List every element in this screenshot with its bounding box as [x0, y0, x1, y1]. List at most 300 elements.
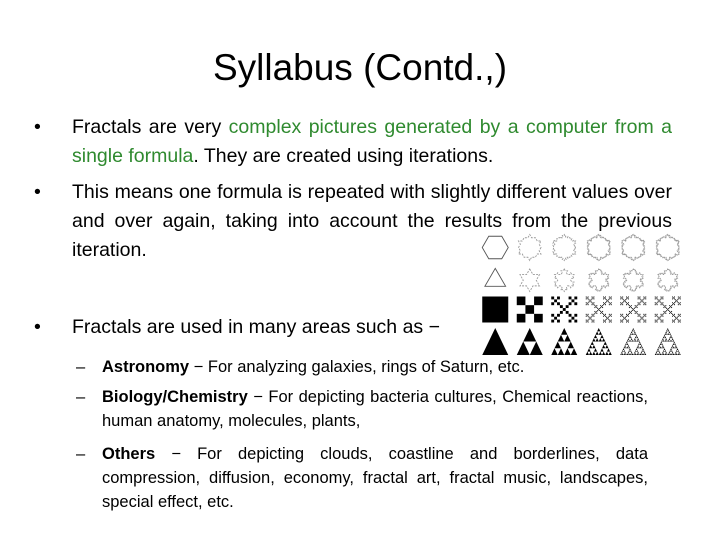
sierpinski-carpet-mark	[665, 305, 666, 306]
sierpinski-carpet-mark	[620, 304, 621, 305]
sierpinski-carpet-mark	[595, 312, 596, 313]
sierpinski-triangle-mark	[638, 343, 640, 345]
subitem-desc: − For depicting bacteria cultures, Chemical reactions, human anatomy, molecules, plants,	[102, 388, 648, 430]
sierpinski-triangle-mark	[627, 340, 629, 342]
sierpinski-carpet-mark	[608, 319, 609, 320]
sierpinski-carpet-mark	[680, 316, 681, 317]
sierpinski-carpet-mark	[640, 316, 641, 317]
sierpinski-triangle-mark	[627, 353, 629, 355]
sierpinski-carpet-mark	[679, 315, 680, 316]
subitem-label: Astronomy	[102, 358, 190, 376]
sierpinski-carpet-mark	[671, 307, 672, 308]
sierpinski-carpet-mark	[597, 310, 598, 311]
sierpinski-carpet-mark	[641, 300, 642, 301]
sierpinski-carpet-mark	[663, 313, 664, 314]
sierpinski-carpet-mark	[609, 316, 610, 317]
sierpinski-carpet-mark	[661, 302, 662, 303]
sierpinski-triangle-mark	[633, 353, 635, 355]
sierpinski-carpet-mark	[638, 322, 639, 323]
sierpinski-carpet-mark	[677, 301, 678, 302]
sierpinski-carpet-mark	[643, 314, 644, 315]
sierpinski-carpet-mark	[674, 316, 675, 317]
sierpinski-triangle-mark	[669, 350, 671, 352]
sierpinski-carpet-mark	[629, 307, 630, 308]
koch-triangle-mark	[589, 269, 609, 292]
sierpinski-carpet-mark	[627, 297, 628, 298]
sierpinski-carpet-mark	[606, 319, 607, 320]
sierpinski-carpet-mark	[657, 316, 658, 317]
bullet-marker: •	[34, 316, 41, 338]
sierpinski-carpet-mark	[643, 304, 644, 305]
sierpinski-triangle-mark	[643, 350, 645, 352]
sierpinski-carpet-mark	[611, 316, 612, 317]
sierpinski-carpet-mark	[655, 322, 656, 323]
sierpinski-carpet-mark	[600, 307, 601, 308]
sierpinski-carpet-mark	[621, 315, 622, 316]
sierpinski-carpet-mark	[640, 298, 641, 299]
koch-triangle-mark	[485, 268, 506, 286]
sierpinski-carpet-mark	[661, 304, 662, 305]
subitem-text	[102, 355, 648, 379]
sierpinski-carpet-mark	[608, 301, 609, 302]
sierpinski-carpet-mark	[680, 304, 681, 305]
koch-triangle-mark	[554, 269, 574, 292]
sierpinski-carpet-mark	[604, 297, 605, 298]
sierpinski-triangle-mark	[530, 342, 543, 356]
sierpinski-triangle-mark	[639, 342, 641, 344]
sierpinski-carpet-mark	[660, 319, 661, 320]
sierpinski-triangle-mark	[645, 353, 647, 355]
sierpinski-carpet-mark	[675, 319, 676, 320]
sierpinski-triangle-mark	[600, 348, 603, 351]
sierpinski-carpet-mark	[554, 317, 557, 320]
sierpinski-triangle-mark	[630, 333, 632, 335]
sierpinski-triangle-mark	[668, 333, 670, 335]
sierpinski-carpet-mark	[610, 303, 611, 304]
sierpinski-carpet-mark	[602, 305, 603, 306]
sierpinski-carpet-mark	[551, 302, 554, 305]
sierpinski-carpet-mark	[657, 302, 658, 303]
sierpinski-carpet-mark	[645, 320, 646, 321]
sierpinski-carpet-mark	[622, 316, 623, 317]
sierpinski-triangle-mark	[607, 348, 610, 351]
sierpinski-triangle-mark	[523, 328, 536, 342]
sierpinski-carpet-mark	[593, 297, 594, 298]
sierpinski-carpet-mark	[610, 321, 611, 322]
sierpinski-carpet-mark	[628, 298, 629, 299]
sierpinski-triangle-mark	[661, 343, 663, 345]
sierpinski-carpet-mark	[592, 322, 593, 323]
sierpinski-triangle-mark	[587, 348, 590, 351]
sierpinski-triangle-mark	[640, 353, 642, 355]
sierpinski-carpet-mark	[600, 311, 601, 312]
sierpinski-carpet-mark	[482, 297, 508, 323]
sierpinski-carpet-mark	[589, 299, 590, 300]
sierpinski-triangle-mark	[661, 347, 663, 349]
sierpinski-carpet-mark	[591, 301, 592, 302]
koch-hexagon-mark	[622, 235, 645, 261]
sierpinski-carpet-mark	[626, 320, 627, 321]
sierpinski-carpet-mark	[643, 316, 644, 317]
sierpinski-carpet-mark	[601, 312, 602, 313]
sierpinski-triangle-mark	[625, 347, 627, 349]
sierpinski-triangle-mark	[628, 345, 630, 347]
sierpinski-triangle-mark	[676, 347, 678, 349]
sierpinski-triangle-mark	[622, 353, 624, 355]
sierpinski-triangle-mark	[605, 352, 608, 355]
sierpinski-triangle-mark	[625, 343, 627, 345]
sierpinski-carpet-mark	[657, 322, 658, 323]
sub-marker: –	[76, 358, 86, 376]
sierpinski-carpet-mark	[662, 298, 663, 299]
sierpinski-carpet-mark	[603, 302, 604, 303]
sierpinski-carpet-mark	[626, 298, 627, 299]
sierpinski-carpet-mark	[673, 303, 674, 304]
sierpinski-carpet-mark	[626, 297, 627, 298]
sierpinski-triangle-mark	[564, 348, 571, 355]
sierpinski-triangle-mark	[627, 347, 629, 349]
sierpinski-carpet-mark	[671, 305, 672, 306]
sierpinski-carpet-mark	[517, 314, 526, 323]
sierpinski-triangle-mark	[589, 345, 592, 348]
sierpinski-carpet-mark	[592, 316, 593, 317]
sierpinski-carpet-mark	[569, 314, 572, 317]
sierpinski-carpet-mark	[592, 304, 593, 305]
sierpinski-triangle-mark	[663, 350, 665, 352]
sierpinski-triangle-mark	[594, 335, 597, 338]
sierpinski-carpet-mark	[655, 297, 656, 298]
sierpinski-carpet-mark	[655, 316, 656, 317]
sierpinski-triangle-mark	[561, 328, 568, 335]
sierpinski-carpet-mark	[626, 314, 627, 315]
sierpinski-carpet-mark	[679, 297, 680, 298]
sierpinski-carpet-mark	[588, 304, 589, 305]
subitem-label: Biology/Chemistry	[102, 388, 248, 406]
sierpinski-carpet-mark	[631, 313, 632, 314]
sierpinski-carpet-mark	[643, 297, 644, 298]
sierpinski-carpet-mark	[628, 316, 629, 317]
sierpinski-triangle-mark	[597, 328, 600, 331]
sub-marker: –	[76, 445, 86, 463]
sierpinski-triangle-mark	[632, 328, 634, 330]
sierpinski-triangle-mark	[662, 338, 664, 340]
sub-marker: –	[76, 388, 86, 406]
sierpinski-carpet-mark	[664, 312, 665, 313]
sierpinski-triangle-mark	[642, 348, 644, 350]
bullet-text	[72, 113, 672, 171]
sierpinski-triangle-mark	[670, 348, 672, 350]
sierpinski-triangle-mark	[656, 350, 658, 352]
sierpinski-carpet-mark	[680, 320, 681, 321]
sierpinski-triangle-mark	[666, 353, 668, 355]
sierpinski-carpet-mark	[662, 302, 663, 303]
sierpinski-triangle-mark	[673, 343, 675, 345]
sierpinski-triangle-mark	[624, 352, 626, 354]
sierpinski-carpet-mark	[657, 314, 658, 315]
sierpinski-carpet-mark	[571, 299, 574, 302]
sierpinski-carpet-mark	[663, 307, 664, 308]
sierpinski-carpet-mark	[659, 318, 660, 319]
sierpinski-triangle-mark	[660, 347, 662, 349]
sierpinski-carpet-mark	[604, 321, 605, 322]
sierpinski-carpet-mark	[620, 297, 621, 298]
sierpinski-carpet-mark	[557, 320, 560, 323]
sierpinski-carpet-mark	[607, 300, 608, 301]
sierpinski-triangle-mark	[678, 350, 680, 352]
sierpinski-triangle-mark	[677, 348, 679, 350]
sierpinski-triangle-mark	[673, 342, 675, 344]
sierpinski-carpet-mark	[574, 314, 577, 317]
sierpinski-carpet-mark	[637, 311, 638, 312]
sierpinski-carpet-mark	[603, 316, 604, 317]
sierpinski-carpet-mark	[586, 298, 587, 299]
sierpinski-carpet-mark	[621, 297, 622, 298]
sierpinski-triangle-mark	[629, 335, 631, 337]
bullet-marker: •	[34, 116, 41, 138]
sierpinski-triangle-mark	[640, 347, 642, 349]
sierpinski-carpet-mark	[640, 304, 641, 305]
sierpinski-carpet-mark	[669, 307, 670, 308]
sierpinski-carpet-mark	[588, 316, 589, 317]
sierpinski-triangle-mark	[628, 347, 630, 349]
sierpinski-carpet-mark	[662, 314, 663, 315]
sierpinski-carpet-mark	[623, 319, 624, 320]
sierpinski-carpet-mark	[606, 299, 607, 300]
sierpinski-carpet-mark	[640, 314, 641, 315]
sierpinski-carpet-mark	[678, 322, 679, 323]
sierpinski-triangle-mark	[658, 347, 660, 349]
sierpinski-carpet-mark	[635, 313, 636, 314]
sierpinski-carpet-mark	[609, 314, 610, 315]
sierpinski-triangle-mark	[635, 350, 637, 352]
sierpinski-carpet-mark	[665, 311, 666, 312]
sierpinski-carpet-mark	[670, 312, 671, 313]
subitem-text	[102, 442, 648, 514]
sierpinski-carpet-mark	[661, 322, 662, 323]
sierpinski-triangle-mark	[659, 352, 661, 354]
sierpinski-carpet-mark	[656, 297, 657, 298]
sierpinski-triangle-mark	[633, 340, 635, 342]
sierpinski-carpet-mark	[664, 306, 665, 307]
sierpinski-carpet-mark	[588, 297, 589, 298]
sierpinski-carpet-mark	[673, 315, 674, 316]
sierpinski-triangle-mark	[623, 348, 625, 350]
sierpinski-carpet-mark	[593, 320, 594, 321]
sierpinski-triangle-mark	[637, 336, 639, 338]
sierpinski-carpet-mark	[589, 319, 590, 320]
sierpinski-triangle-mark	[660, 343, 662, 345]
sierpinski-triangle-mark	[660, 353, 662, 355]
bullet-text-post: . They are created using iterations.	[193, 145, 494, 167]
sierpinski-triangle-mark	[668, 340, 670, 342]
sierpinski-triangle-mark	[637, 352, 639, 354]
sierpinski-carpet-mark	[632, 308, 633, 309]
sierpinski-carpet-mark	[628, 297, 629, 298]
sierpinski-triangle-mark	[643, 353, 645, 355]
sierpinski-carpet-mark	[600, 305, 601, 306]
sierpinski-carpet-mark	[680, 297, 681, 298]
sierpinski-triangle-mark	[665, 352, 667, 354]
sierpinski-carpet-mark	[586, 316, 587, 317]
sierpinski-carpet-mark	[611, 302, 612, 303]
sierpinski-carpet-mark	[626, 316, 627, 317]
subitem-others	[76, 442, 676, 516]
sierpinski-triangle-mark	[663, 347, 665, 349]
sierpinski-triangle-mark	[622, 350, 624, 352]
sierpinski-triangle-mark	[592, 352, 595, 355]
sierpinski-triangle-mark	[674, 353, 676, 355]
sierpinski-triangle-mark	[641, 347, 643, 349]
sierpinski-triangle-mark	[625, 353, 627, 355]
sierpinski-triangle-mark	[571, 348, 578, 355]
sierpinski-carpet-mark	[640, 319, 641, 320]
sierpinski-triangle-mark	[663, 340, 665, 342]
sierpinski-carpet-mark	[630, 312, 631, 313]
subitem-astronomy	[76, 355, 676, 381]
sierpinski-carpet-mark	[525, 305, 534, 314]
sierpinski-carpet-mark	[633, 309, 634, 310]
sierpinski-carpet-mark	[622, 314, 623, 315]
sierpinski-carpet-mark	[680, 322, 681, 323]
subitem-text	[102, 385, 648, 433]
sierpinski-triangle-mark	[628, 350, 630, 352]
sierpinski-triangle-mark	[635, 333, 637, 335]
sierpinski-carpet-mark	[669, 311, 670, 312]
sierpinski-triangle-mark	[631, 338, 633, 340]
sierpinski-triangle-mark	[662, 345, 664, 347]
sierpinski-carpet-mark	[659, 300, 660, 301]
sierpinski-carpet-mark	[661, 321, 662, 322]
sierpinski-carpet-mark	[611, 304, 612, 305]
koch-hexagon-mark	[587, 235, 610, 261]
sierpinski-carpet-mark	[628, 304, 629, 305]
sierpinski-carpet-mark	[587, 315, 588, 316]
sierpinski-triangle-mark	[568, 342, 575, 349]
sierpinski-carpet-mark	[672, 298, 673, 299]
sierpinski-triangle-mark	[672, 338, 674, 340]
sierpinski-triangle-mark	[669, 340, 671, 342]
sierpinski-carpet-mark	[640, 317, 641, 318]
sierpinski-carpet-mark	[670, 306, 671, 307]
sierpinski-carpet-mark	[620, 322, 621, 323]
sierpinski-carpet-mark	[634, 308, 635, 309]
sierpinski-triangle-mark	[676, 353, 678, 355]
sierpinski-carpet-mark	[603, 297, 604, 298]
sierpinski-carpet-mark	[593, 316, 594, 317]
sierpinski-carpet-mark	[635, 305, 636, 306]
sierpinski-triangle-mark	[656, 352, 658, 354]
sierpinski-carpet-mark	[603, 314, 604, 315]
sierpinski-carpet-mark	[643, 298, 644, 299]
sierpinski-carpet-mark	[611, 320, 612, 321]
sierpinski-triangle-mark	[628, 340, 630, 342]
sierpinski-triangle-mark	[631, 331, 633, 333]
sierpinski-triangle-mark	[675, 352, 677, 354]
sierpinski-triangle-mark	[667, 328, 669, 330]
sierpinski-triangle-mark	[665, 331, 667, 333]
sierpinski-triangle-mark	[655, 353, 657, 355]
sierpinski-carpet-mark	[606, 301, 607, 302]
sierpinski-carpet-mark	[641, 318, 642, 319]
sierpinski-triangle-mark	[558, 348, 565, 355]
sierpinski-carpet-mark	[534, 297, 543, 306]
sierpinski-carpet-mark	[640, 322, 641, 323]
sierpinski-triangle-mark	[658, 350, 660, 352]
sierpinski-triangle-mark	[602, 338, 605, 341]
sierpinski-triangle-mark	[632, 333, 634, 335]
sierpinski-carpet-mark	[638, 304, 639, 305]
sierpinski-carpet-mark	[661, 298, 662, 299]
sierpinski-carpet-mark	[678, 304, 679, 305]
sierpinski-carpet-mark	[602, 311, 603, 312]
sierpinski-carpet-mark	[600, 313, 601, 314]
fractal-iterations-illustration	[478, 232, 684, 356]
sierpinski-carpet-mark	[674, 304, 675, 305]
sierpinski-carpet-mark	[611, 297, 612, 298]
sierpinski-carpet-mark	[660, 299, 661, 300]
sierpinski-carpet-mark	[678, 297, 679, 298]
sierpinski-carpet-mark	[668, 310, 669, 311]
sierpinski-carpet-mark	[643, 302, 644, 303]
sierpinski-carpet-mark	[655, 298, 656, 299]
sierpinski-carpet-mark	[593, 322, 594, 323]
sierpinski-carpet-mark	[655, 320, 656, 321]
sierpinski-triangle-mark	[665, 340, 667, 342]
sierpinski-triangle-mark	[555, 342, 562, 349]
sierpinski-triangle-mark	[674, 347, 676, 349]
sierpinski-carpet-mark	[660, 301, 661, 302]
sierpinski-carpet-mark	[592, 298, 593, 299]
sierpinski-triangle-mark	[673, 347, 675, 349]
sierpinski-triangle-mark	[668, 353, 670, 355]
sierpinski-carpet-mark	[593, 298, 594, 299]
sierpinski-carpet-mark	[673, 321, 674, 322]
sierpinski-carpet-mark	[534, 314, 543, 323]
sierpinski-carpet-mark	[591, 299, 592, 300]
sierpinski-carpet-mark	[680, 298, 681, 299]
sierpinski-triangle-mark	[628, 338, 630, 340]
sierpinski-carpet-mark	[640, 320, 641, 321]
bullet-text: Fractals are used in many areas such as −	[72, 316, 440, 338]
sierpinski-carpet-mark	[609, 302, 610, 303]
sierpinski-triangle-mark	[592, 338, 595, 341]
sierpinski-carpet-mark	[676, 318, 677, 319]
sierpinski-carpet-mark	[674, 322, 675, 323]
sierpinski-triangle-mark	[670, 335, 672, 337]
sierpinski-triangle-mark	[669, 331, 671, 333]
sierpinski-carpet-mark	[593, 302, 594, 303]
sierpinski-triangle-mark	[634, 331, 636, 333]
sierpinski-triangle-mark	[641, 353, 643, 355]
sierpinski-triangle-mark	[679, 353, 681, 355]
sierpinski-triangle-mark	[673, 340, 675, 342]
sierpinski-triangle-mark	[636, 335, 638, 337]
sierpinski-carpet-mark	[656, 321, 657, 322]
koch-triangle-mark	[623, 269, 643, 292]
koch-hexagon-mark	[656, 235, 679, 261]
sierpinski-carpet-mark	[566, 305, 569, 308]
sierpinski-carpet-mark	[678, 298, 679, 299]
sierpinski-carpet-mark	[623, 299, 624, 300]
sierpinski-carpet-mark	[662, 320, 663, 321]
sierpinski-carpet-mark	[602, 313, 603, 314]
sierpinski-carpet-mark	[628, 320, 629, 321]
sierpinski-triangle-mark	[658, 353, 660, 355]
koch-hexagon-mark	[518, 235, 541, 261]
sierpinski-carpet-mark	[629, 305, 630, 306]
sierpinski-carpet-mark	[590, 318, 591, 319]
sierpinski-triangle-mark	[638, 353, 640, 355]
